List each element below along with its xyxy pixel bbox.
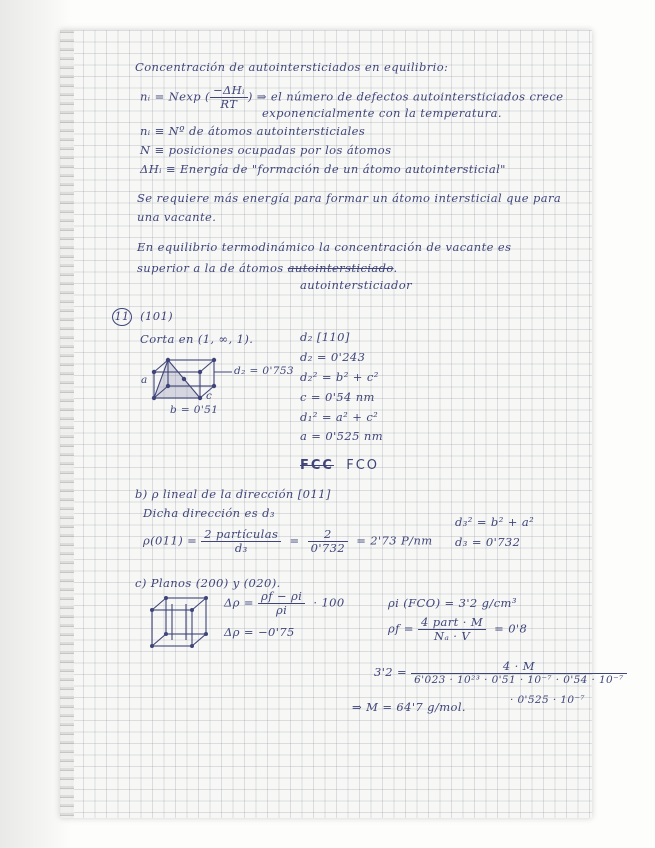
delta-rho-num: ρf − ρi <box>258 590 305 604</box>
rho-result: = 2'73 P/nm <box>356 533 433 548</box>
rho-final-formula <box>388 616 527 643</box>
plane-cut: Corta en (1, ∞, 1). <box>140 332 254 346</box>
formula-explanation: ⇒ el número de defectos autointersticiados crece <box>256 89 564 104</box>
part-b-title: b) ρ lineal de la dirección [011] <box>135 487 331 501</box>
molar-mass-result: ⇒ M = 64'7 g/mol. <box>352 700 466 714</box>
rho-den-1: d₃ <box>234 541 248 556</box>
part-b-linear-density <box>143 528 433 555</box>
rho-fraction-2 <box>308 528 348 555</box>
formula-fraction <box>210 84 248 111</box>
cube-label-d2: d₂ = 0'753 <box>234 365 295 377</box>
eq-d1-squared: d₁² = a² + c² <box>300 410 379 424</box>
mass-equation <box>374 660 627 686</box>
definition-ni: nᵢ ≡ Nº de átomos autointersticiales <box>140 124 366 138</box>
delta-rho-fraction <box>258 590 305 617</box>
part-c-title: c) Planos (200) y (020). <box>135 576 281 590</box>
delta-rho-den: ρi <box>276 603 288 618</box>
rho-final-den: Nₐ · V <box>433 629 471 644</box>
cube-label-c: c <box>206 390 213 402</box>
problem-header <box>112 308 173 326</box>
eq-c-value: c = 0'54 nm <box>300 390 375 404</box>
rho-fraction-1 <box>201 528 281 555</box>
rho-initial: ρi (FCO) = 3'2 g/cm³ <box>388 596 517 610</box>
delta-rho-result: Δρ = −0'75 <box>224 625 295 639</box>
rho-num-1: 2 partículas <box>201 528 281 542</box>
part-b-direction: Dicha dirección es d₃ <box>143 506 275 520</box>
definition-dhi: ΔHᵢ ≡ Energía de "formación de un átomo autointersticial" <box>140 162 506 176</box>
delta-rho-mult: · 100 <box>313 595 345 610</box>
lattice-type <box>300 458 379 473</box>
mass-eq-den: 6'023 · 10²³ · 0'51 · 10⁻⁷ · 0'54 · 10⁻⁷ <box>414 674 624 687</box>
period: . <box>393 261 398 275</box>
lattice-struck: FCC <box>300 458 334 473</box>
eq-d2-value: d₂ = 0'243 <box>300 350 366 364</box>
struck-word: autointersticiado <box>287 261 394 275</box>
cube-label-b: b = 0'51 <box>170 404 219 416</box>
eq-d2-direction: d₂ [110] <box>300 330 350 344</box>
heading-autointersticiados: Concentración de autointersticiados en equilibrio: <box>135 60 449 74</box>
rho-num-2: 2 <box>308 528 348 542</box>
formula-denominator: RT <box>220 97 238 112</box>
formula-ni: nᵢ = Nexp ( $\frac{\text{−ΔHᵢ}}{RT}$ ) ⇒ el número de defectos autointersticiados crece <box>140 83 564 112</box>
definition-n: N ≡ posiciones ocupadas por los átomos <box>140 143 392 157</box>
paragraph-equilibrium-line1: En equilibrio termodinámico la concentración de vacante es <box>137 240 512 254</box>
rho-equals: = <box>289 533 300 548</box>
part-b-d3-squared: d₃² = b² + a² <box>455 515 535 529</box>
formula-numerator: −ΔHᵢ <box>210 84 248 98</box>
mass-eq-lhs: 3'2 = <box>374 665 408 680</box>
mass-eq-num: 4 · M <box>411 660 627 674</box>
correction-word: autointersticiador <box>300 278 412 292</box>
notebook-binding <box>60 30 74 818</box>
paragraph-energy-line2: una vacante. <box>137 210 217 224</box>
delta-rho-formula <box>224 590 345 617</box>
fcc-cell-sketch <box>146 592 216 652</box>
rho-final-lhs: ρf = <box>388 621 414 636</box>
rho-lhs: ρ(011) = <box>143 533 198 548</box>
rho-final-num: 4 part · M <box>418 616 486 630</box>
lattice-fco: FCO <box>346 458 380 473</box>
rho-den-2: 0'732 <box>310 541 346 556</box>
rho-final-fraction <box>418 616 486 643</box>
formula-explanation-cont: exponencialmente con la temperatura. <box>262 106 502 120</box>
problem-number: 11 <box>112 308 132 326</box>
mass-eq-fraction <box>411 660 627 686</box>
cube-label-a: a <box>141 374 148 386</box>
delta-rho-lhs: Δρ = <box>224 595 254 610</box>
paragraph-equilibrium-text: superior a la de átomos <box>137 261 284 275</box>
eq-a-value: a = 0'525 nm <box>300 429 383 443</box>
mass-eq-den-cont: · 0'525 · 10⁻⁷ <box>510 694 586 706</box>
paragraph-energy-line1: Se requiere más energía para formar un átomo intersticial que para <box>137 191 562 205</box>
eq-d2-squared: d₂² = b² + c² <box>300 370 379 384</box>
paragraph-equilibrium-line2 <box>137 261 398 275</box>
rho-final-result: = 0'8 <box>494 621 528 636</box>
formula-lhs: nᵢ = Nexp <box>140 89 201 104</box>
part-b-d3-value: d₃ = 0'732 <box>455 535 521 549</box>
problem-plane: (101) <box>140 309 174 323</box>
